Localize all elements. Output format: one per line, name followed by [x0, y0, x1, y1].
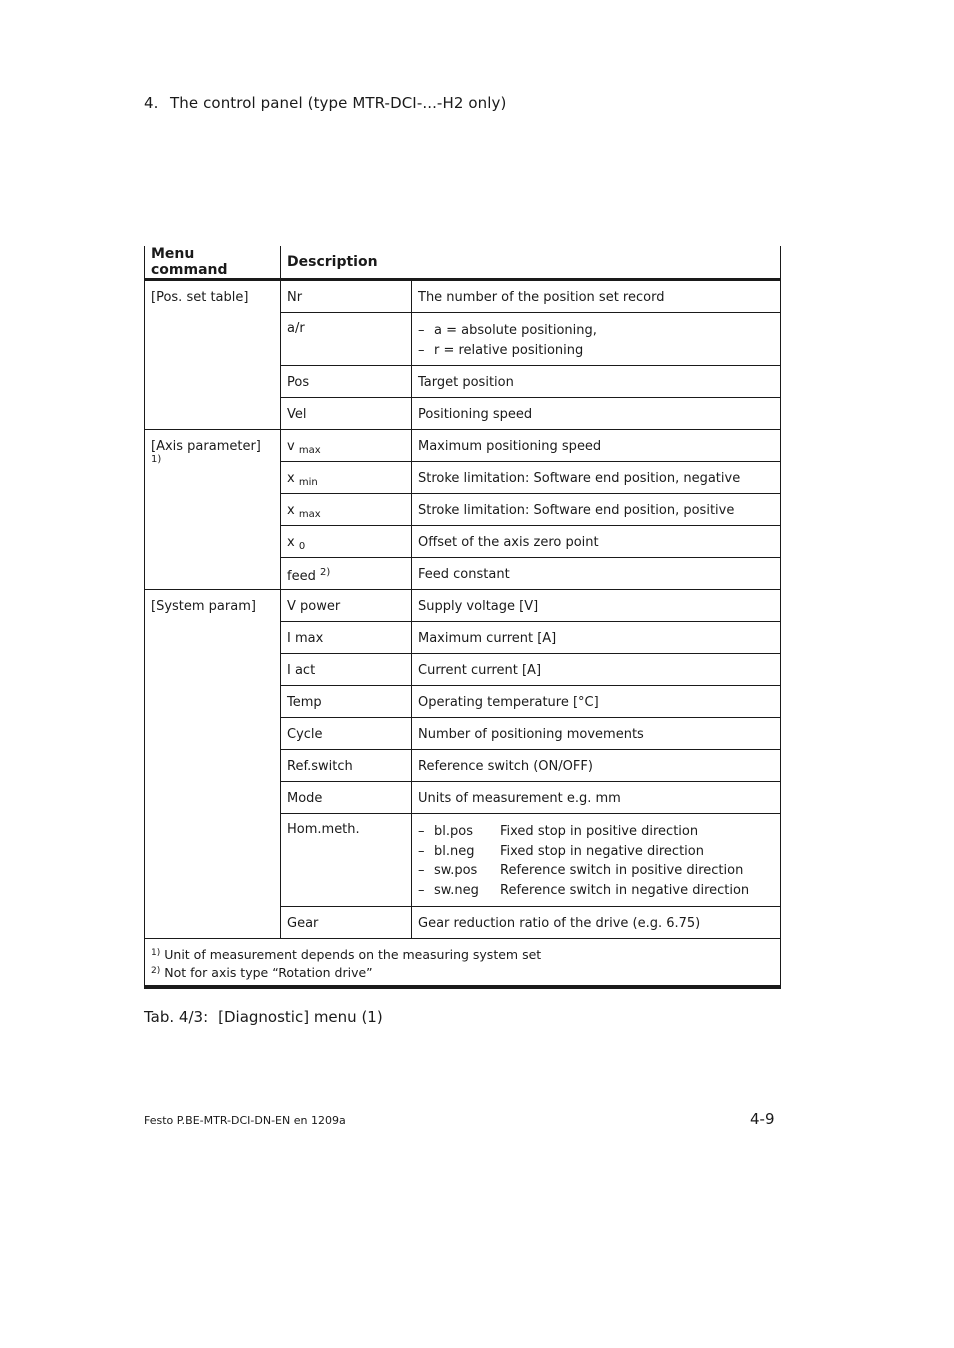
- parameter-name: V power: [287, 599, 341, 614]
- description-cell: [412, 782, 781, 814]
- description-text: Offset of the axis zero point: [418, 535, 599, 550]
- description-list: [418, 321, 774, 360]
- description-list: [418, 822, 774, 900]
- description-text: Current current [A]: [418, 663, 542, 678]
- menu-command-cell: [145, 430, 281, 590]
- description-text: Supply voltage [V]: [418, 599, 539, 614]
- description-text: Feed constant: [418, 567, 510, 582]
- parameter-cell: [281, 313, 412, 366]
- dash-bullet: –: [418, 342, 425, 358]
- parameter-name: x: [287, 471, 295, 486]
- parameter-name: Hom.meth.: [287, 822, 360, 837]
- footnote-mark: 2): [151, 966, 161, 976]
- table-body: [145, 280, 781, 988]
- dash-bullet: –: [418, 863, 425, 878]
- parameter-name: Gear: [287, 916, 319, 931]
- parameter-name: a/r: [287, 321, 305, 336]
- parameter-cell: [281, 462, 412, 494]
- description-text: Units of measurement e.g. mm: [418, 791, 621, 806]
- parameter-cell: [281, 398, 412, 430]
- description-text: Maximum current [A]: [418, 631, 557, 646]
- table-caption: [144, 1008, 383, 1026]
- description-cell: [412, 750, 781, 782]
- parameter-name: Pos: [287, 375, 310, 390]
- footnotes-cell: [145, 939, 781, 988]
- list-item: [418, 341, 774, 361]
- parameter-subscript: max: [298, 509, 321, 520]
- list-item: [418, 842, 774, 862]
- option-key: bl.pos: [434, 824, 473, 839]
- table-header-row: [145, 246, 781, 280]
- option-text: r = relative positioning: [434, 342, 584, 358]
- parameter-subscript: min: [298, 477, 318, 488]
- description-text: Stroke limitation: Software end position, positive: [418, 503, 735, 518]
- caption-label: Tab. 4/3:: [144, 1008, 209, 1026]
- description-cell: [412, 462, 781, 494]
- description-cell: [412, 280, 781, 313]
- description-text: Number of positioning movements: [418, 727, 644, 742]
- list-item: [418, 822, 774, 842]
- header-description: Description: [281, 246, 781, 280]
- footnote: [151, 945, 774, 963]
- header-menu-command: Menu command: [145, 246, 281, 280]
- parameter-name: I max: [287, 631, 324, 646]
- description-text: Maximum positioning speed: [418, 439, 602, 454]
- footer-document-id: Festo P.BE-MTR-DCI-DN-EN en 1209a: [144, 1114, 346, 1127]
- description-text: The number of the position set record: [418, 290, 665, 305]
- description-cell: [412, 654, 781, 686]
- diagnostic-menu-table: [144, 246, 781, 989]
- dash-bullet: –: [418, 882, 425, 898]
- parameter-cell: [281, 718, 412, 750]
- footnote: [151, 963, 774, 981]
- footnote-ref: 2): [319, 567, 331, 578]
- description-cell: [412, 686, 781, 718]
- option-text: Fixed stop in positive direction: [500, 824, 699, 839]
- footnote-mark: 1): [151, 948, 161, 958]
- description-text: Gear reduction ratio of the drive (e.g. 6.75): [418, 916, 701, 931]
- footnote-ref: 1): [151, 454, 162, 465]
- menu-command: [System param]: [151, 599, 256, 614]
- parameter-cell: [281, 590, 412, 622]
- parameter-cell: [281, 814, 412, 907]
- parameter-name: v: [287, 439, 295, 454]
- description-cell: [412, 313, 781, 366]
- parameter-name: Ref.switch: [287, 759, 353, 774]
- description-cell: [412, 590, 781, 622]
- list-item: [418, 861, 774, 881]
- parameter-cell: [281, 907, 412, 939]
- footnote-text: Unit of measurement depends on the measuring system set: [164, 947, 542, 962]
- table-row: [145, 590, 781, 622]
- parameter-name: x: [287, 503, 295, 518]
- description-cell: [412, 494, 781, 526]
- description-cell: [412, 430, 781, 462]
- parameter-cell: [281, 686, 412, 718]
- option-text: Fixed stop in negative direction: [500, 843, 704, 859]
- parameter-name: x: [287, 535, 295, 550]
- chapter-number: 4.: [144, 94, 159, 112]
- description-text: Positioning speed: [418, 407, 533, 422]
- description-text: Stroke limitation: Software end position, negative: [418, 471, 741, 486]
- description-cell: [412, 366, 781, 398]
- option-text: a = absolute positioning,: [434, 323, 597, 338]
- description-text: Reference switch (ON/OFF): [418, 759, 593, 774]
- description-text: Target position: [418, 375, 514, 390]
- list-item: [418, 321, 774, 341]
- menu-command-cell: [145, 280, 281, 430]
- parameter-name: Temp: [287, 695, 322, 710]
- parameter-name: Nr: [287, 290, 303, 305]
- parameter-cell: [281, 526, 412, 558]
- parameter-cell: [281, 782, 412, 814]
- parameter-cell: [281, 654, 412, 686]
- parameter-cell: [281, 622, 412, 654]
- menu-command: [Axis parameter]: [151, 439, 261, 454]
- table-row: [145, 280, 781, 313]
- dash-bullet: –: [418, 843, 425, 859]
- option-text: Reference switch in negative direction: [500, 882, 750, 898]
- option-key: bl.neg: [434, 843, 475, 859]
- description-cell: [412, 907, 781, 939]
- description-cell: [412, 814, 781, 907]
- dash-bullet: –: [418, 323, 425, 338]
- parameter-name: I act: [287, 663, 316, 678]
- menu-command-cell: [145, 590, 281, 939]
- option-key: sw.neg: [434, 882, 479, 898]
- parameter-name: Mode: [287, 791, 323, 806]
- parameter-cell: [281, 430, 412, 462]
- option-key: sw.pos: [434, 863, 478, 878]
- description-text: Operating temperature [°C]: [418, 695, 599, 710]
- description-cell: [412, 622, 781, 654]
- parameter-cell: [281, 558, 412, 590]
- parameter-name: feed: [287, 569, 316, 584]
- footnote-text: Not for axis type “Rotation drive”: [164, 965, 373, 980]
- parameter-subscript: 0: [298, 541, 306, 552]
- parameter-subscript: max: [298, 445, 321, 456]
- parameter-name: Cycle: [287, 727, 323, 742]
- description-cell: [412, 718, 781, 750]
- description-cell: [412, 526, 781, 558]
- chapter-heading: [144, 94, 506, 112]
- footnotes-row: [145, 939, 781, 988]
- table-row: [145, 430, 781, 462]
- description-cell: [412, 398, 781, 430]
- parameter-cell: [281, 280, 412, 313]
- dash-bullet: –: [418, 824, 425, 839]
- parameter-name: Vel: [287, 407, 307, 422]
- option-text: Reference switch in positive direction: [500, 863, 744, 878]
- parameter-cell: [281, 494, 412, 526]
- menu-command: [Pos. set table]: [151, 290, 249, 305]
- caption-text: [Diagnostic] menu (1): [218, 1008, 383, 1026]
- chapter-title: The control panel (type MTR-DCI-...-H2 only): [170, 94, 507, 112]
- footer-page-number: 4-9: [750, 1110, 775, 1128]
- description-cell: [412, 558, 781, 590]
- list-item: [418, 881, 774, 901]
- parameter-cell: [281, 366, 412, 398]
- parameter-cell: [281, 750, 412, 782]
